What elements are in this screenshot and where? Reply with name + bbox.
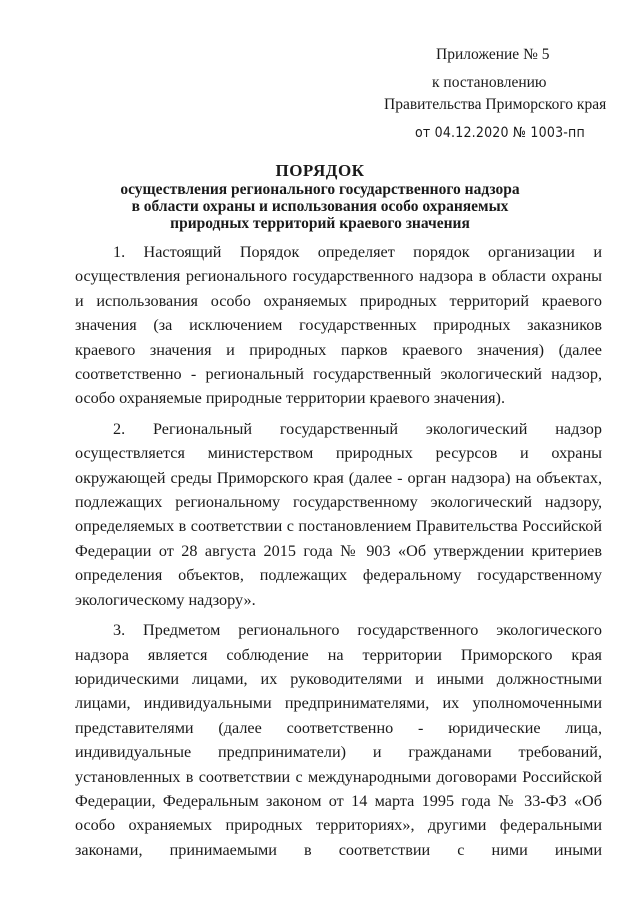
title-main: ПОРЯДОК: [275, 161, 365, 180]
appendix-number: Приложение № 5: [436, 46, 550, 63]
paragraph-3: 3. Предметом регионального государственного экологического надзора является соблюдение на территории Приморского края юридическими лицами, их руководителями и иными должностными лицами, индивидуальными предпринимателями, их уполномоченными представителями (далее соответственно - юридические лица, индивидуальные предприниматели) и гражданами требований, установленных в соответствии с международными договорами Российской Федерации, Федеральным законом от 14 марта 1995 года № 33-ФЗ «Об особо охраняемых природных территориях», другими федеральными законами, принимаемыми в соответствии с ними иными: [75, 621, 602, 859]
appendix-to-decree: к постановлению: [432, 74, 547, 91]
appendix-header: [380, 44, 615, 144]
paragraph-2: 2. Региональный государственный экологический надзор осуществляется министерством природных ресурсов и охраны окружающей среды Приморского края (далее - орган надзора) на объектах, подлежащих региональному государственному экологический надзору, определяемых в соответствии с постановлением Правительства Российской Федерации от 28 августа 2015 года № 903 «Об утверждении критериев определения объектов, подлежащих федеральному государственному экологическому надзору».: [75, 419, 602, 609]
title-line-2: в области охраны и использования особо охраняемых: [131, 198, 509, 215]
appendix-date-number: от 04.12.2020 № 1003-пп: [415, 125, 585, 141]
paragraph-1: 1. Настоящий Порядок определяет порядок организации и осуществления регионального государственного надзора в области охраны и использования особо охраняемых природных территорий краевого значения (за исключением государственных природных заказников краевого значения и природных парков краевого значения) (далее соответственно - региональный государственный экологический надзор, особо охраняемые природные территории краевого значения).: [75, 243, 602, 408]
document-body: [75, 240, 602, 862]
appendix-government: Правительства Приморского края: [384, 96, 607, 113]
title-line-1: осуществления регионального государственного надзора: [120, 181, 520, 198]
document-title: [70, 162, 570, 232]
title-line-3: природных территорий краевого значения: [170, 215, 470, 232]
